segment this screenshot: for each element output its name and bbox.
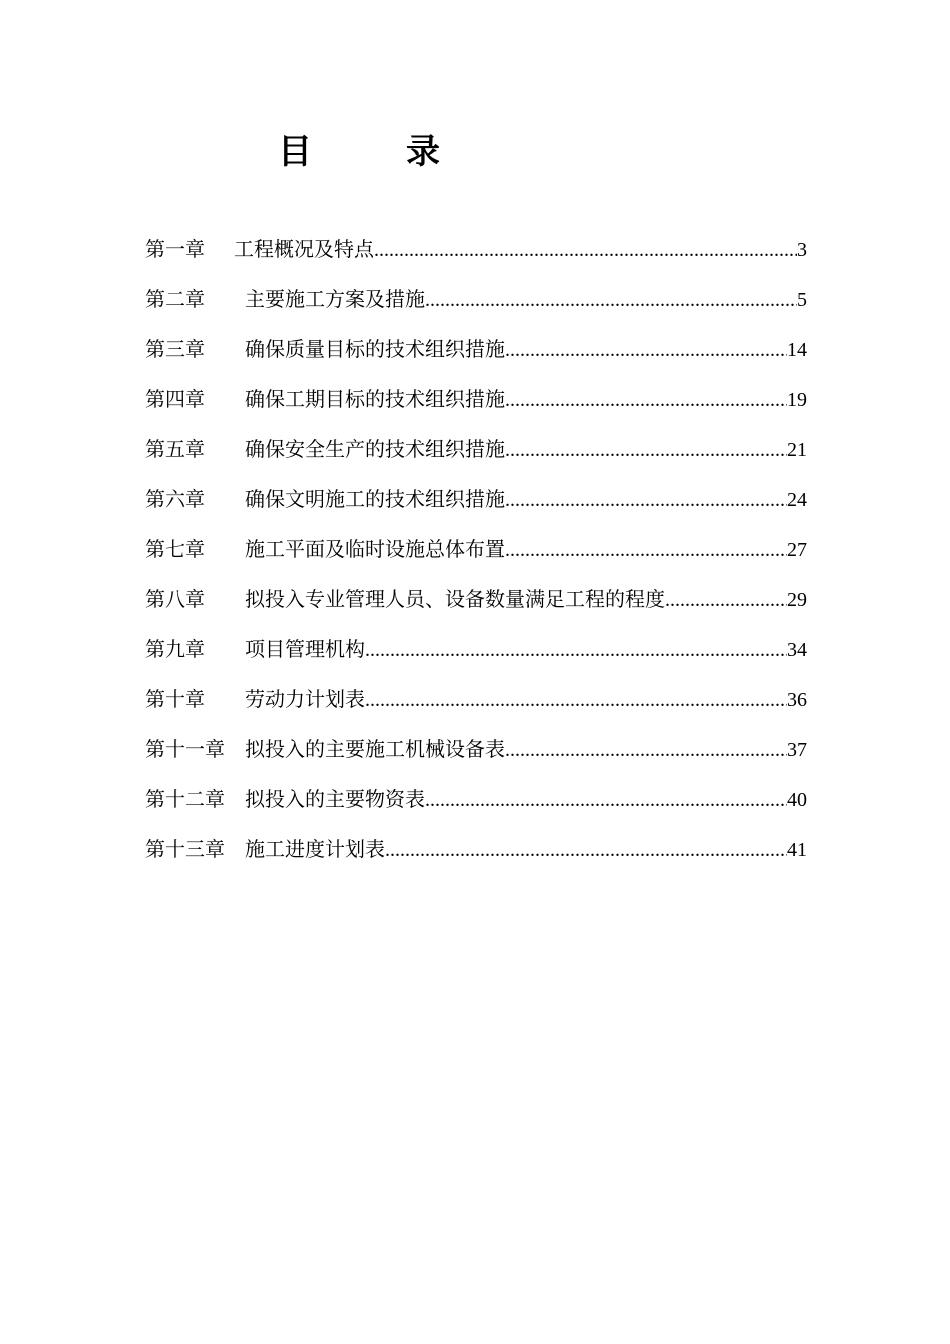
toc-page-number: 3 [797,239,807,261]
toc-chapter-number: 第一章 [145,237,205,261]
toc-title: 目 录 [278,132,470,172]
toc-chapter-title: 拟投入的主要施工机械设备表 [245,737,505,761]
toc-chapter-number: 第五章 [145,437,205,461]
toc-chapter-title: 拟投入的主要物资表 [245,787,425,811]
toc-entry[interactable] [145,826,807,876]
toc-chapter-title: 劳动力计划表 [245,687,365,711]
toc-chapter-number: 第十章 [145,687,205,711]
toc-page-number: 19 [787,389,807,411]
toc-entry[interactable] [145,776,807,826]
toc-chapter-number: 第十一章 [145,737,225,761]
toc-entry[interactable] [145,476,807,526]
toc-page-number: 40 [787,789,807,811]
toc-dot-leader [365,627,787,673]
toc-page-number: 34 [787,639,807,661]
toc-entry[interactable] [145,426,807,476]
toc-dot-leader [365,677,787,723]
toc-chapter-title: 施工平面及临时设施总体布置 [245,537,505,561]
toc-entry[interactable] [145,526,807,576]
toc-page-number: 29 [787,589,807,611]
toc-entry[interactable] [145,226,807,276]
toc-entry[interactable] [145,376,807,426]
toc-chapter-number: 第七章 [145,537,205,561]
toc-page-number: 24 [787,489,807,511]
toc-dot-leader [505,377,787,423]
toc-chapter-number: 第十二章 [145,787,225,811]
toc-page-number: 14 [787,339,807,361]
toc-chapter-number: 第三章 [145,337,205,361]
table-of-contents [145,226,807,876]
toc-entry[interactable] [145,676,807,726]
toc-page-number: 37 [787,739,807,761]
toc-chapter-title: 项目管理机构 [245,637,365,661]
toc-chapter-title: 工程概况及特点 [234,237,374,261]
toc-page-number: 27 [787,539,807,561]
toc-chapter-number: 第四章 [145,387,205,411]
toc-dot-leader [505,477,787,523]
toc-dot-leader [665,577,787,623]
toc-chapter-title: 主要施工方案及措施 [245,287,425,311]
toc-chapter-number: 第八章 [145,587,205,611]
toc-page-number: 36 [787,689,807,711]
toc-dot-leader [505,727,787,773]
toc-chapter-title: 拟投入专业管理人员、设备数量满足工程的程度 [245,587,665,611]
toc-dot-leader [505,527,787,573]
toc-page-number: 41 [787,839,807,861]
toc-entry[interactable] [145,726,807,776]
toc-chapter-number: 第六章 [145,487,205,511]
toc-dot-leader [505,327,787,373]
toc-chapter-title: 确保安全生产的技术组织措施 [245,437,505,461]
toc-page-number: 5 [797,289,807,311]
toc-page-number: 21 [787,439,807,461]
toc-chapter-number: 第十三章 [145,837,225,861]
toc-dot-leader [385,827,787,873]
toc-chapter-title: 施工进度计划表 [245,837,385,861]
toc-entry[interactable] [145,326,807,376]
toc-chapter-title: 确保文明施工的技术组织措施 [245,487,505,511]
toc-dot-leader [505,427,787,473]
toc-dot-leader [425,277,797,323]
toc-chapter-title: 确保质量目标的技术组织措施 [245,337,505,361]
toc-entry[interactable] [145,626,807,676]
toc-chapter-number: 第九章 [145,637,205,661]
toc-entry[interactable] [145,576,807,626]
toc-dot-leader [425,777,787,823]
toc-chapter-title: 确保工期目标的技术组织措施 [245,387,505,411]
toc-chapter-number: 第二章 [145,287,205,311]
toc-entry[interactable] [145,276,807,326]
toc-dot-leader [374,227,797,273]
